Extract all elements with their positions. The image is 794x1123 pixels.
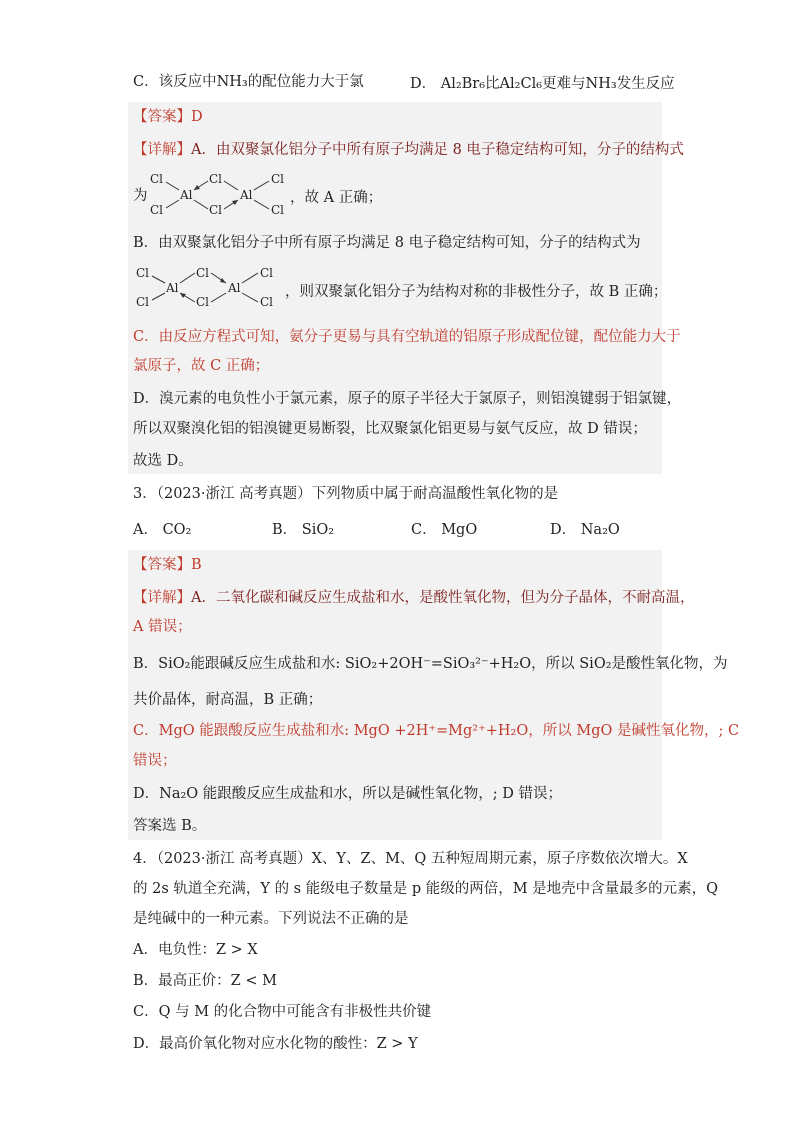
- detail-text: A．由双聚氯化铝分子中所有原子均满足 8 电子稳定结构可知，分子的结构式: [191, 142, 684, 158]
- struct-atom: Al: [228, 281, 241, 295]
- q4-stem-line2: 的 2s 轨道全充满，Y 的 s 能级电子数量是 p 能级的两倍，M 是地壳中含量最多的元素，Q: [133, 881, 719, 897]
- struct-atom: Al: [240, 188, 253, 202]
- q4-option-c: C．Q 与 M 的化合物中可能含有非极性共价键: [133, 1004, 432, 1020]
- struct-atom: Cl: [196, 266, 210, 280]
- q3-option-b: B． SiO₂: [272, 522, 335, 538]
- detail-text: A．二氧化碳和碱反应生成盐和水，是酸性氧化物，但为分子晶体，不耐高温，: [191, 590, 695, 606]
- struct-atom: Cl: [150, 203, 164, 217]
- q2-detail-d2: 所以双聚溴化铝的铝溴键更易断裂，比双聚氯化铝更易与氨气反应，故 D 错误；: [133, 421, 647, 437]
- q2-option-d: D． Al₂Br₆比Al₂Cl₆更难与NH₃发生反应: [410, 76, 675, 92]
- answer-value: D: [191, 109, 203, 125]
- q3-answer: [133, 555, 202, 575]
- q2-conclusion: 故选 D。: [133, 453, 193, 469]
- q3-detail-b2: 共价晶体，耐高温，B 正确；: [133, 692, 323, 708]
- q2-detail-b1: B．由双聚氯化铝分子中所有原子均满足 8 电子稳定结构可知，分子的结构式为: [133, 235, 641, 251]
- struct-atom: Cl: [271, 172, 285, 186]
- q2-detail-d1: D．溴元素的电负性小于氯元素，原子的原子半径大于氯原子，则铝溴键弱于铝氯键，: [133, 391, 682, 407]
- q3-detail-c2: 错误；: [133, 753, 177, 769]
- q3-option-a: A． CO₂: [133, 522, 192, 538]
- al2cl6-structure-2: [134, 262, 284, 312]
- q3-option-c: C． MgO: [411, 522, 478, 538]
- arrowheads: [194, 185, 238, 205]
- q2-detail-a1: [133, 140, 684, 160]
- struct-atom: Cl: [209, 203, 223, 217]
- struct-atom: Cl: [136, 295, 150, 309]
- q3-detail-c1: C．MgO 能跟酸反应生成盐和水: MgO +2H⁺=Mg²⁺+H₂O，所以 MgO 是碱性氧化物，; C: [133, 723, 740, 739]
- answer-value: B: [191, 557, 202, 573]
- detail-label: 【详解】: [133, 590, 191, 606]
- q2-detail-c1: C．由反应方程式可知，氨分子更易与具有空轨道的铝原子形成配位键，配位能力大于: [133, 329, 681, 345]
- detail-label: 【详解】: [133, 142, 191, 158]
- q3-detail-a2: A 错误；: [133, 619, 192, 635]
- q4-stem-line3: 是纯碱中的一种元素。下列说法不正确的是: [133, 911, 409, 927]
- q2-detail-a-prefix: 为: [133, 188, 148, 204]
- q3-detail-b1: B．SiO₂能跟碱反应生成盐和水: SiO₂+2OH⁻=SiO₃²⁻+H₂O，所以 SiO₂是酸性氧化物，为: [133, 656, 728, 672]
- q3-stem: 3．（2023·浙江 高考真题）下列物质中属于耐高温酸性氧化物的是: [133, 486, 559, 502]
- q3-option-d: D． Na₂O: [550, 522, 620, 538]
- q2-detail-c2: 氯原子，故 C 正确；: [133, 358, 270, 374]
- answer-label: 【答案】: [133, 557, 191, 573]
- q4-option-d: D．最高价氧化物对应水化物的酸性：Z > Y: [133, 1036, 418, 1052]
- struct-atom: Cl: [271, 203, 285, 217]
- struct-atom: Al: [166, 281, 179, 295]
- struct-atom: Cl: [150, 172, 164, 186]
- struct-atom: Cl: [196, 295, 210, 309]
- q3-detail-a1: [133, 588, 694, 608]
- answer-label: 【答案】: [133, 109, 191, 125]
- q2-detail-a-suffix: ，故 A 正确；: [290, 190, 383, 206]
- q2-detail-b-suffix: ，则双聚氯化铝分子为结构对称的非极性分子，故 B 正确；: [285, 284, 668, 300]
- q2-answer: [133, 107, 203, 127]
- struct-atom: Cl: [136, 266, 150, 280]
- struct-atom: Cl: [260, 295, 274, 309]
- struct-atom: Cl: [209, 172, 223, 186]
- q3-detail-d1: D．Na₂O 能跟酸反应生成盐和水，所以是碱性氧化物，; D 错误；: [133, 786, 562, 802]
- al2cl6-structure-1: [146, 168, 296, 220]
- struct-atom: Cl: [260, 266, 274, 280]
- q3-conclusion: 答案选 B。: [133, 818, 207, 834]
- q4-option-b: B．最高正价：Z < M: [133, 973, 277, 989]
- q4-stem-line1: 4．（2023·浙江 高考真题）X、Y、Z、M、Q 五种短周期元素，原子序数依次增大。X: [133, 851, 688, 867]
- q4-option-a: A．电负性：Z > X: [133, 942, 258, 958]
- q2-option-c: C．该反应中NH₃的配位能力大于氯: [133, 74, 364, 90]
- struct-atom: Al: [180, 188, 193, 202]
